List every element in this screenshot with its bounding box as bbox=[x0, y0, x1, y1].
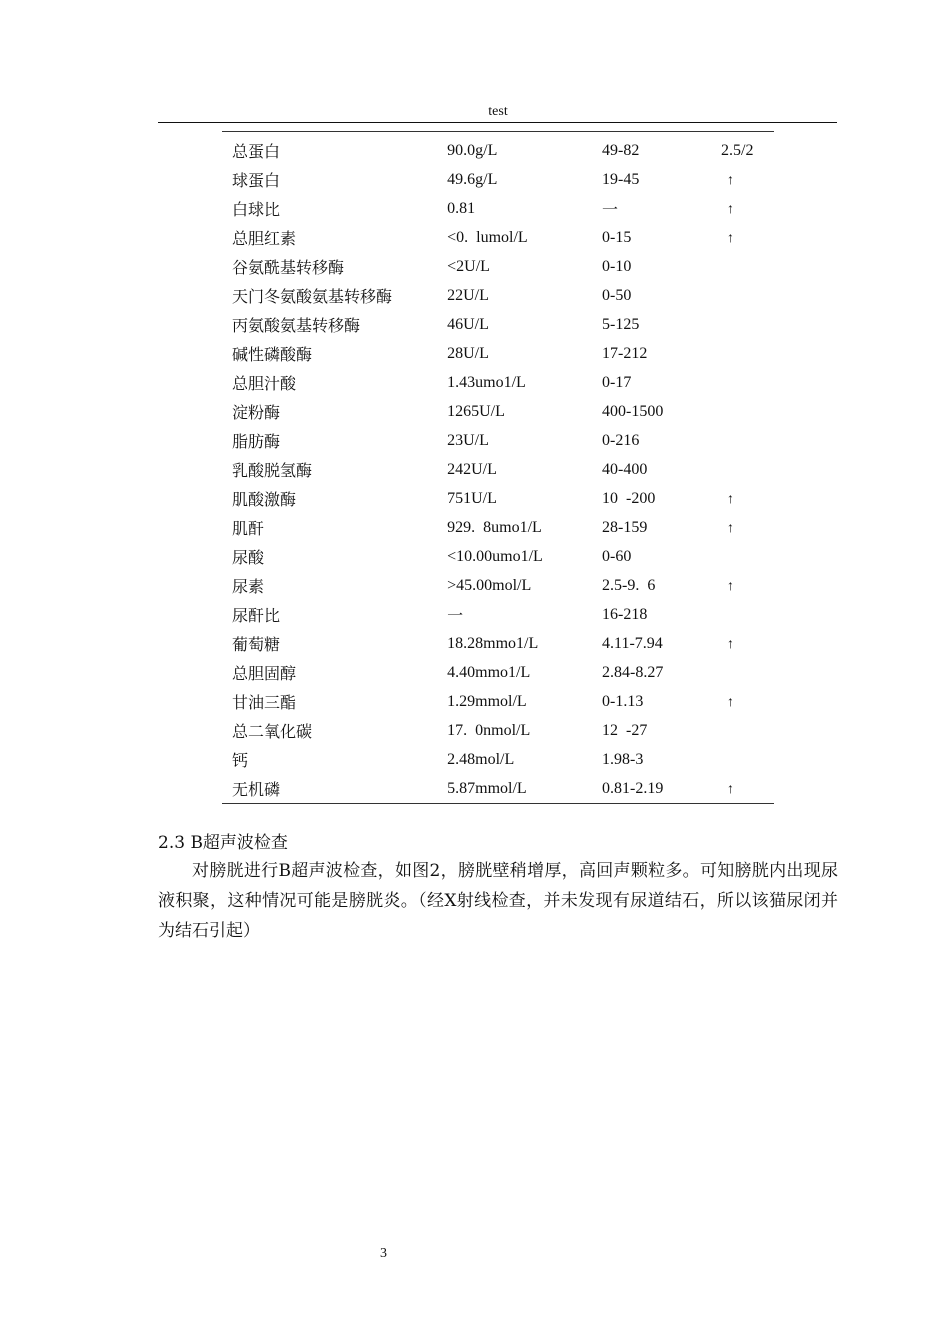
test-name-cell: 肌酸激酶 bbox=[232, 492, 297, 509]
table-row bbox=[222, 397, 774, 426]
reference-range-cell: 0-60 bbox=[602, 547, 632, 565]
page-header: test bbox=[488, 104, 508, 119]
test-value-cell: 28U/L bbox=[447, 344, 489, 362]
reference-range-cell: 400-1500 bbox=[602, 402, 664, 420]
up-arrow-icon: ↑ bbox=[727, 781, 735, 797]
page-number: 3 bbox=[380, 1246, 387, 1261]
table-row bbox=[222, 455, 774, 484]
lab-results-body bbox=[222, 132, 774, 805]
header-rule bbox=[158, 122, 837, 123]
table-row bbox=[222, 484, 774, 513]
test-value-cell: 5.87mmol/L bbox=[447, 779, 527, 797]
table-row bbox=[222, 600, 774, 629]
test-name-cell: 总二氧化碳 bbox=[232, 724, 313, 741]
flag-cell bbox=[721, 165, 774, 194]
table-bottom-rule bbox=[222, 804, 774, 805]
test-name-cell: 总胆汁酸 bbox=[232, 376, 297, 393]
reference-range-cell: 40-400 bbox=[602, 460, 648, 478]
up-arrow-icon: ↑ bbox=[727, 230, 735, 246]
up-arrow-icon: ↑ bbox=[727, 694, 735, 710]
table-row bbox=[222, 368, 774, 397]
table-row bbox=[222, 658, 774, 687]
reference-range-cell: 19-45 bbox=[602, 170, 640, 188]
test-value-cell: 242U/L bbox=[447, 460, 497, 478]
section-heading: 2.3 B超声波检查 bbox=[158, 833, 288, 853]
test-value-cell: 1.43umo1/L bbox=[447, 373, 526, 391]
flag-cell bbox=[721, 223, 774, 252]
reference-range-cell: 2.5-9. 6 bbox=[602, 576, 656, 594]
reference-range-cell: 0.81-2.19 bbox=[602, 779, 664, 797]
test-value-cell: 2.48mol/L bbox=[447, 750, 515, 768]
flag-cell bbox=[721, 397, 774, 426]
reference-range-cell: 0-10 bbox=[602, 257, 632, 275]
test-value-cell: <10.00umo1/L bbox=[447, 547, 543, 565]
flag-cell bbox=[721, 194, 774, 223]
flag-cell bbox=[721, 774, 774, 804]
table-row bbox=[222, 629, 774, 658]
flag-cell bbox=[721, 339, 774, 368]
test-value-cell: 0.81 bbox=[447, 199, 476, 217]
up-arrow-icon: ↑ bbox=[727, 491, 735, 507]
reference-range-cell: 5-125 bbox=[602, 315, 640, 333]
flag-cell: 2.5/2 bbox=[721, 141, 754, 159]
section-paragraph: 对膀胱进行B超声波检查，如图2，膀胱壁稍增厚，高回声颗粒多。可知膀胱内出现尿液积聚，这种情况可能是膀胱炎。（经X射线检查，并未发现有尿道结石，所以该猫尿闭并为结石引起） bbox=[158, 861, 838, 941]
reference-range-cell: 17-212 bbox=[602, 344, 648, 362]
table-row bbox=[222, 687, 774, 716]
table-row bbox=[222, 136, 774, 165]
table-row bbox=[222, 281, 774, 310]
test-name-cell: 丙氨酸氨基转移酶 bbox=[232, 318, 361, 335]
reference-range-cell: 4.11-7.94 bbox=[602, 634, 663, 652]
test-name-cell: 脂肪酶 bbox=[232, 434, 281, 451]
test-name-cell: 乳酸脱氢酶 bbox=[232, 463, 313, 480]
table-row bbox=[222, 426, 774, 455]
table-row bbox=[222, 571, 774, 600]
table-row bbox=[222, 223, 774, 252]
flag-cell bbox=[721, 600, 774, 629]
test-value-cell: 22U/L bbox=[447, 286, 489, 304]
flag-cell bbox=[721, 542, 774, 571]
test-name-cell: 肌酐 bbox=[232, 521, 265, 538]
test-value-cell: >45.00mol/L bbox=[447, 576, 532, 594]
table-row bbox=[222, 165, 774, 194]
table-row bbox=[222, 542, 774, 571]
test-value-cell: 一 bbox=[447, 608, 464, 625]
flag-cell bbox=[721, 484, 774, 513]
table-row bbox=[222, 513, 774, 542]
flag-cell bbox=[721, 571, 774, 600]
test-name-cell: 尿酐比 bbox=[232, 608, 281, 625]
flag-cell bbox=[721, 455, 774, 484]
test-name-cell: 总蛋白 bbox=[232, 144, 281, 161]
flag-cell bbox=[721, 658, 774, 687]
reference-range-cell: 一 bbox=[602, 202, 619, 219]
reference-range-cell: 0-50 bbox=[602, 286, 632, 304]
lab-results-table bbox=[222, 131, 774, 804]
up-arrow-icon: ↑ bbox=[727, 636, 735, 652]
test-value-cell: 4.40mmo1/L bbox=[447, 663, 531, 681]
test-name-cell: 尿酸 bbox=[232, 550, 265, 567]
test-name-cell: 总胆固醇 bbox=[232, 666, 297, 683]
reference-range-cell: 28-159 bbox=[602, 518, 648, 536]
test-name-cell: 甘油三酯 bbox=[232, 695, 297, 712]
flag-cell bbox=[721, 281, 774, 310]
test-value-cell: 751U/L bbox=[447, 489, 497, 507]
test-value-cell: 23U/L bbox=[447, 431, 489, 449]
up-arrow-icon: ↑ bbox=[727, 201, 735, 217]
test-name-cell: 钙 bbox=[232, 753, 249, 770]
up-arrow-icon: ↑ bbox=[727, 520, 735, 536]
test-name-cell: 淀粉酶 bbox=[232, 405, 281, 422]
test-name-cell: 谷氨酰基转移酶 bbox=[232, 260, 345, 277]
test-name-cell: 碱性磷酸酶 bbox=[232, 347, 313, 364]
table-row bbox=[222, 774, 774, 804]
test-name-cell: 尿素 bbox=[232, 579, 265, 596]
test-value-cell: 46U/L bbox=[447, 315, 489, 333]
reference-range-cell: 49-82 bbox=[602, 141, 640, 159]
test-name-cell: 葡萄糖 bbox=[232, 637, 281, 654]
reference-range-cell: 16-218 bbox=[602, 605, 648, 623]
table-row bbox=[222, 252, 774, 281]
table-row bbox=[222, 310, 774, 339]
test-value-cell: <0. lumol/L bbox=[447, 228, 528, 246]
test-value-cell: 17. 0nmol/L bbox=[447, 721, 531, 739]
test-name-cell: 总胆红素 bbox=[232, 231, 297, 248]
flag-cell bbox=[721, 745, 774, 774]
reference-range-cell: 0-17 bbox=[602, 373, 632, 391]
reference-range-cell: 2.84-8.27 bbox=[602, 663, 664, 681]
flag-cell bbox=[721, 252, 774, 281]
reference-range-cell: 0-15 bbox=[602, 228, 632, 246]
table-row bbox=[222, 339, 774, 368]
test-value-cell: 49.6g/L bbox=[447, 170, 498, 188]
flag-cell bbox=[721, 426, 774, 455]
reference-range-cell: 12 -27 bbox=[602, 721, 648, 739]
table-row bbox=[222, 194, 774, 223]
test-name-cell: 白球比 bbox=[232, 202, 281, 219]
flag-cell bbox=[721, 513, 774, 542]
test-value-cell: 1.29mmol/L bbox=[447, 692, 527, 710]
reference-range-cell: 0-1.13 bbox=[602, 692, 644, 710]
test-name-cell: 球蛋白 bbox=[232, 173, 281, 190]
test-value-cell: 90.0g/L bbox=[447, 141, 498, 159]
table-row bbox=[222, 745, 774, 774]
test-value-cell: 18.28mmo1/L bbox=[447, 634, 539, 652]
flag-cell bbox=[721, 368, 774, 397]
test-value-cell: 1265U/L bbox=[447, 402, 505, 420]
flag-cell bbox=[721, 310, 774, 339]
test-name-cell: 无机磷 bbox=[232, 782, 281, 799]
reference-range-cell: 0-216 bbox=[602, 431, 640, 449]
flag-cell bbox=[721, 716, 774, 745]
flag-cell bbox=[721, 687, 774, 716]
test-value-cell: 929. 8umo1/L bbox=[447, 518, 542, 536]
reference-range-cell: 10 -200 bbox=[602, 489, 656, 507]
table-row bbox=[222, 716, 774, 745]
test-value-cell: <2U/L bbox=[447, 257, 490, 275]
up-arrow-icon: ↑ bbox=[727, 578, 735, 594]
up-arrow-icon: ↑ bbox=[727, 172, 735, 188]
flag-cell bbox=[721, 629, 774, 658]
reference-range-cell: 1.98-3 bbox=[602, 750, 644, 768]
test-name-cell: 天门冬氨酸氨基转移酶 bbox=[232, 289, 393, 306]
